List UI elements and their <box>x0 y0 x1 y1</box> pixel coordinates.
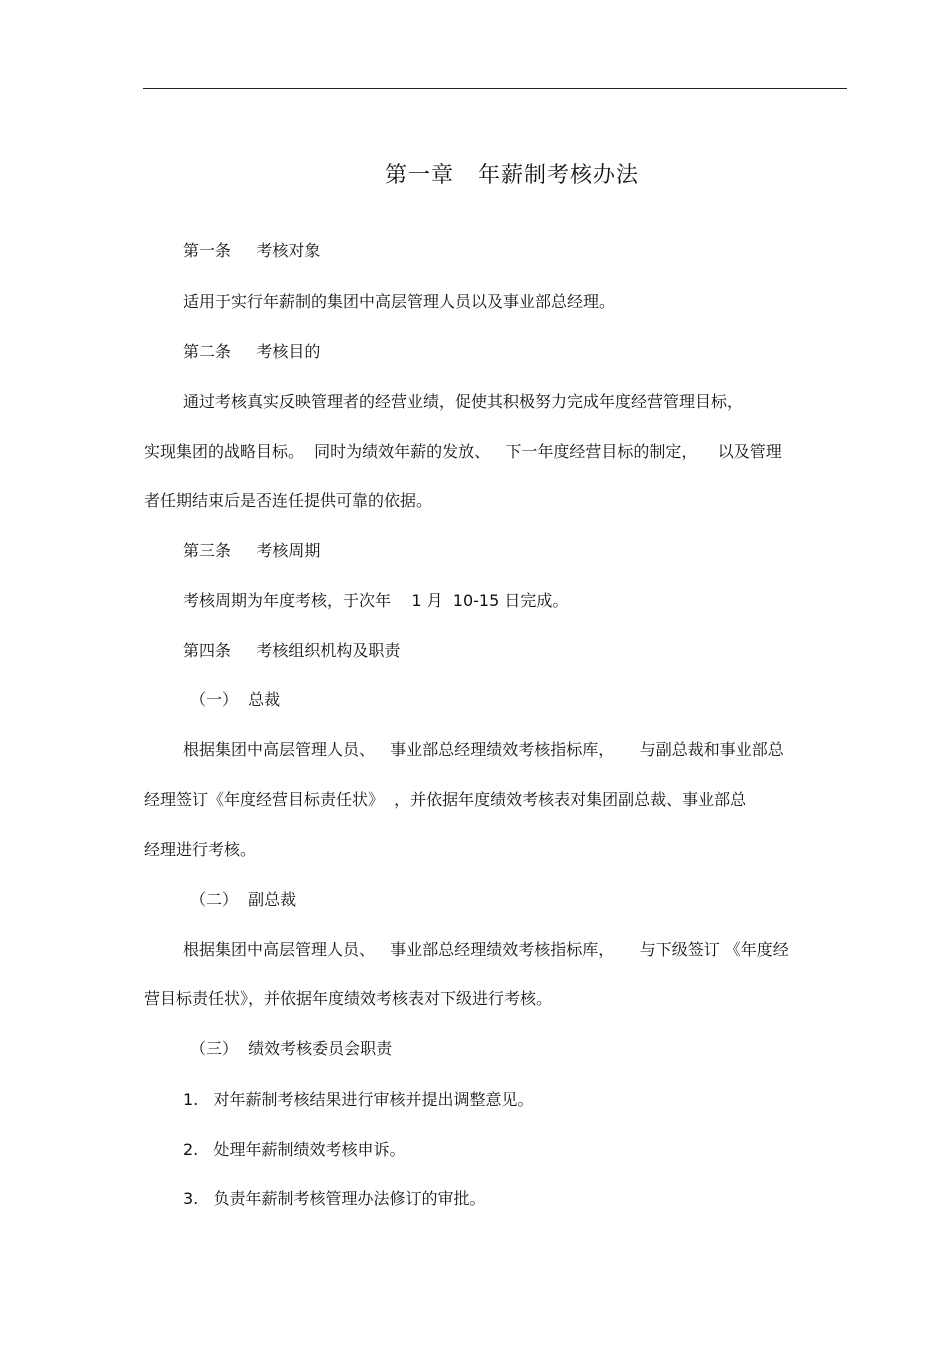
list-item-3: 3. 负责年薪制考核管理办法修订的审批。 <box>183 1189 486 1208</box>
section-2-text-line-2: 营目标责任状》，并依据年度绩效考核表对下级进行考核。 <box>144 989 553 1008</box>
article-4-heading: 第四条 考核组织机构及职责 <box>183 641 401 660</box>
list-item-1: 1. 对年薪制考核结果进行审核并提出调整意见。 <box>183 1090 534 1109</box>
article-2-text-line-2: 实现集团的战略目标。 同时为绩效年薪的发放、 下一年度经营目标的制定， 以及管理 <box>144 442 782 461</box>
article-2-text-line-1: 通过考核真实反映管理者的经营业绩，促使其积极努力完成年度经营管理目标， <box>183 392 744 411</box>
article-1-text: 适用于实行年薪制的集团中高层管理人员以及事业部总经理。 <box>183 292 616 311</box>
article-3-heading: 第三条 考核周期 <box>183 541 321 560</box>
article-3-text: 考核周期为年度考核，于次年 1 月 10-15 日完成。 <box>183 591 569 610</box>
article-2-text-line-3: 者任期结束后是否连任提供可靠的依据。 <box>144 491 433 510</box>
section-1-text-line-1: 根据集团中高层管理人员、 事业部总经理绩效考核指标库， 与副总裁和事业部总 <box>183 740 784 759</box>
section-1-text-line-2: 经理签订《年度经营目标责任状》 ，并依据年度绩效考核表对集团副总裁、事业部总 <box>144 790 747 809</box>
section-3-heading: （三） 绩效考核委员会职责 <box>190 1039 393 1058</box>
header-rule <box>143 88 847 89</box>
section-1-text-line-3: 经理进行考核。 <box>144 840 257 859</box>
section-2-heading: （二） 副总裁 <box>190 890 297 909</box>
article-2-heading: 第二条 考核目的 <box>183 342 321 361</box>
list-item-2: 2. 处理年薪制绩效考核申诉。 <box>183 1140 406 1159</box>
chapter-title: 第一章 年薪制考核办法 <box>385 163 639 188</box>
section-2-text-line-1: 根据集团中高层管理人员、 事业部总经理绩效考核指标库， 与下级签订 《年度经 <box>183 940 789 959</box>
section-1-heading: （一） 总裁 <box>190 690 281 709</box>
article-1-heading: 第一条 考核对象 <box>183 241 321 260</box>
